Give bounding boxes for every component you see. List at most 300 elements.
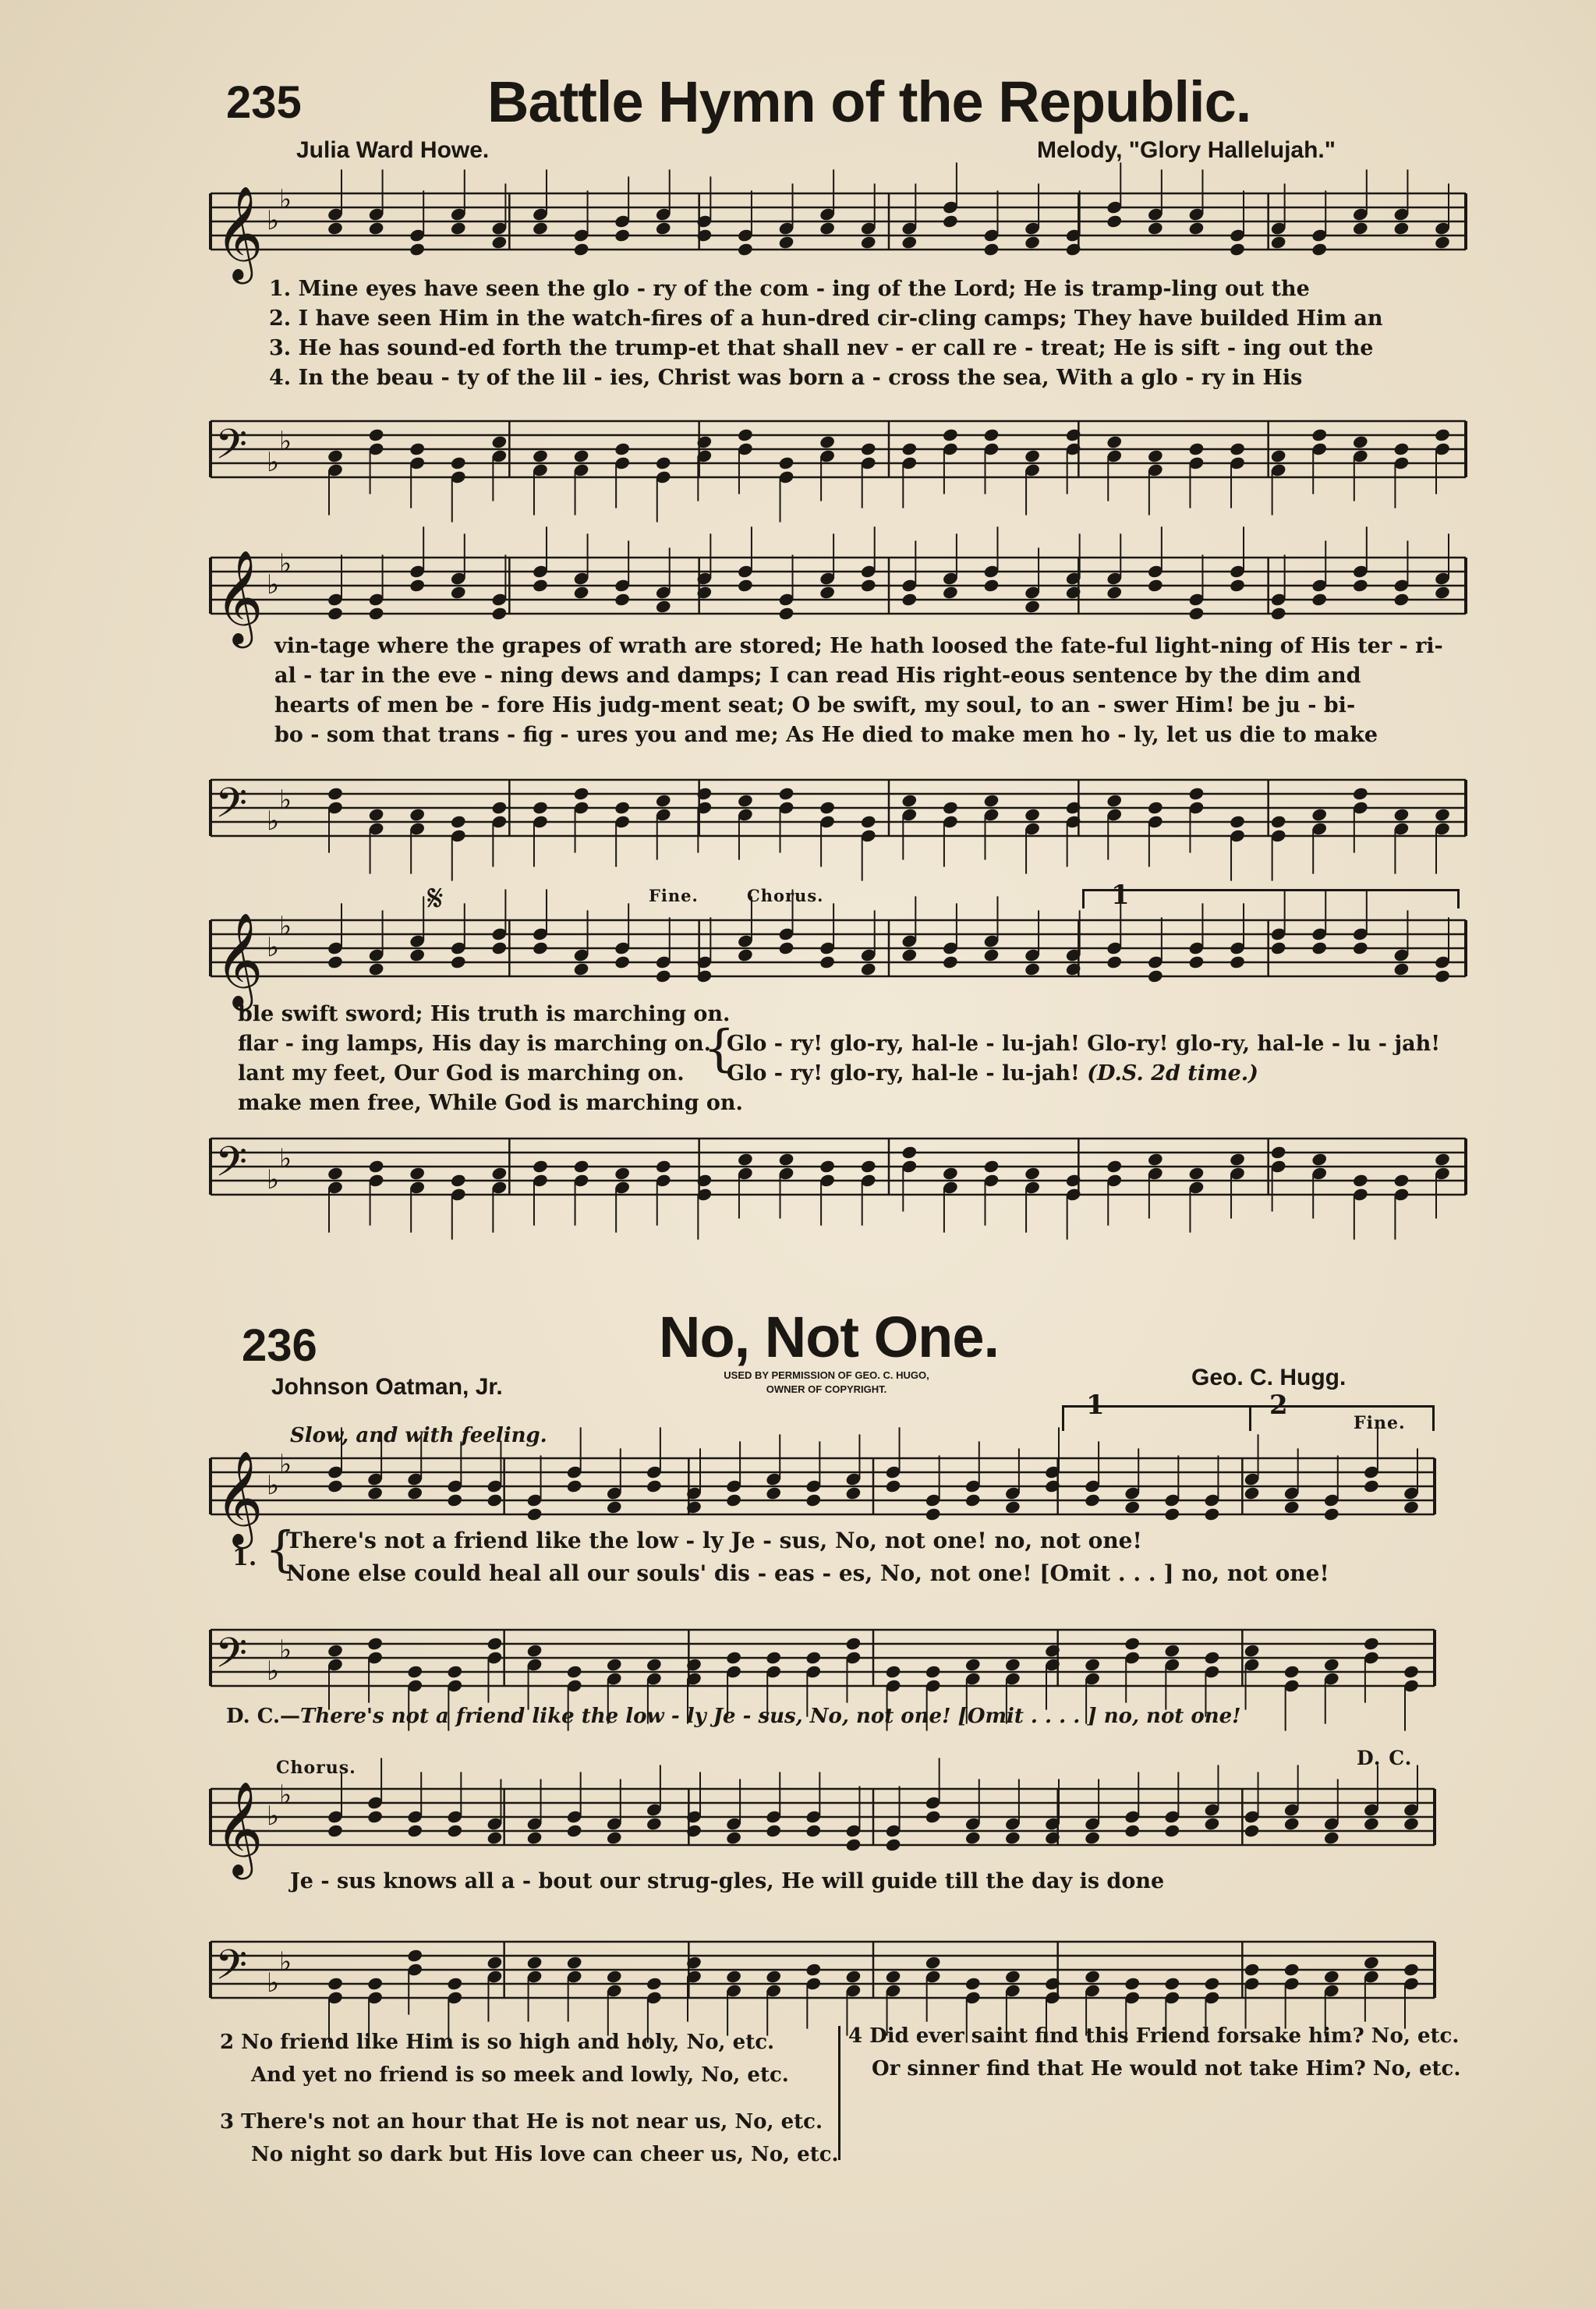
note-head	[737, 793, 754, 808]
note-head	[327, 786, 344, 801]
note-head	[327, 1479, 344, 1493]
fine-marking: Fine.	[1354, 1413, 1406, 1433]
note-head	[1403, 1664, 1420, 1679]
note-head	[1188, 786, 1205, 801]
chorus-marking: Chorus.	[747, 886, 824, 905]
note-head	[1352, 221, 1369, 236]
note-head	[1188, 606, 1205, 621]
note-head	[819, 800, 836, 815]
note-head	[860, 814, 877, 829]
note-head	[1106, 954, 1123, 969]
note-head	[860, 961, 877, 976]
note-head	[1204, 1650, 1221, 1665]
note-head	[901, 441, 918, 456]
note-head	[737, 242, 754, 257]
note-head	[368, 606, 385, 621]
note-head	[614, 441, 631, 456]
note-head	[1124, 1500, 1141, 1514]
note-head	[566, 1664, 583, 1679]
treble-clef-icon: 𝄞	[215, 912, 264, 1007]
treble-clef-icon: 𝄞	[215, 185, 264, 280]
note-head	[409, 947, 426, 962]
note-head	[1106, 214, 1123, 228]
note-head	[1311, 807, 1328, 822]
hymn-235-system-1-treble-staff	[211, 178, 1466, 279]
note-head	[409, 1166, 426, 1181]
note-head	[327, 954, 344, 969]
note-head	[327, 221, 344, 236]
flat-icon: ♭	[279, 1143, 292, 1174]
note-head	[1270, 235, 1287, 250]
note-head	[1393, 592, 1410, 607]
note-head	[450, 221, 467, 236]
note-head	[1311, 940, 1328, 955]
note-head	[1147, 800, 1164, 815]
note-head	[1188, 221, 1205, 236]
note-head	[532, 940, 549, 955]
note-head	[446, 1493, 463, 1507]
note-head	[942, 214, 959, 228]
note-head	[1270, 1145, 1287, 1160]
lyric-line: Glo - ry! glo-ry, hal-le - lu-jah! Glo-ry! glo-ry, hal-le - lu - jah!	[727, 1032, 1441, 1056]
note-head	[925, 1664, 942, 1679]
lyric-line: vin-tage where the grapes of wrath are stored; He hath loosed the fate-ful light-ning of His ter - ri-	[274, 634, 1443, 658]
note-head	[885, 1969, 902, 1984]
hymn-235-chorus-lyrics	[727, 1029, 1440, 1089]
note-head	[964, 1976, 982, 1991]
flat-icon: ♭	[267, 205, 280, 236]
lyric-line: Glo - ry! glo-ry, hal-le - lu-jah! (D.S. 2d time.)	[727, 1061, 1258, 1085]
note-head	[925, 1507, 942, 1521]
note-head	[1283, 1816, 1301, 1831]
note-head	[942, 800, 959, 815]
note-head	[1229, 441, 1246, 456]
dc-marking: D. C.	[1357, 1747, 1413, 1769]
note-head	[1147, 578, 1164, 593]
note-head	[1434, 585, 1451, 600]
flat-icon: ♭	[279, 1946, 292, 1978]
bass-clef-icon: 𝄢	[215, 780, 248, 838]
note-head	[526, 1507, 543, 1521]
note-head	[925, 1809, 942, 1824]
flat-icon: ♭	[267, 1967, 280, 1999]
note-head	[366, 1976, 384, 1991]
note-head	[819, 585, 836, 600]
note-head	[491, 1166, 508, 1181]
note-head	[885, 1479, 902, 1493]
note-head	[487, 1955, 504, 1970]
note-head	[406, 1823, 423, 1838]
note-head	[1363, 1479, 1380, 1493]
note-head	[487, 1636, 504, 1651]
note-head	[327, 1823, 344, 1838]
note-head	[1352, 786, 1369, 801]
bass-clef-icon: 𝄢	[215, 1139, 248, 1196]
note-head	[1229, 954, 1246, 969]
note-head	[406, 1948, 423, 1963]
hymn-235-melody: Melody, "Glory Hallelujah."	[1037, 137, 1336, 163]
note-head	[1403, 1962, 1420, 1977]
note-head	[860, 1159, 877, 1174]
note-head	[901, 592, 918, 607]
note-head	[573, 585, 590, 600]
note-head	[1403, 1500, 1420, 1514]
note-head	[491, 800, 508, 815]
note-head	[566, 1955, 583, 1970]
note-head	[885, 1664, 902, 1679]
flat-icon: ♭	[279, 184, 292, 215]
note-head	[614, 1166, 631, 1181]
note-head	[1244, 1823, 1261, 1838]
note-head	[655, 599, 672, 614]
note-head	[450, 455, 467, 470]
note-head	[1270, 814, 1287, 829]
hymn-235-system-3-lyrics	[238, 1000, 743, 1118]
note-head	[1163, 1976, 1180, 1991]
note-head	[368, 427, 385, 442]
note-head	[450, 814, 467, 829]
first-ending-number: 1	[1111, 880, 1131, 911]
flat-icon: ♭	[279, 784, 292, 816]
stanza-divider	[838, 2026, 840, 2160]
flat-icon: ♭	[279, 1449, 292, 1480]
flat-icon: ♭	[267, 447, 280, 478]
note-head	[368, 221, 385, 236]
note-head	[1311, 1152, 1328, 1167]
note-head	[1244, 1486, 1261, 1500]
lyric-line: flar - ing lamps, His day is marching on.	[238, 1032, 711, 1056]
flat-icon: ♭	[267, 1656, 280, 1687]
note-head	[1163, 1823, 1180, 1838]
note-head	[566, 1479, 583, 1493]
note-head	[409, 441, 426, 456]
note-head	[1188, 1166, 1205, 1181]
note-head	[1024, 448, 1041, 463]
note-head	[409, 242, 426, 257]
note-head	[655, 455, 672, 470]
note-head	[925, 1955, 942, 1970]
note-head	[366, 1636, 384, 1651]
flat-icon: ♭	[279, 911, 292, 942]
note-head	[1403, 1816, 1420, 1831]
bass-clef-icon: 𝄢	[215, 1630, 248, 1687]
note-head	[573, 961, 590, 976]
note-head	[805, 1962, 822, 1977]
note-head	[1270, 606, 1287, 621]
note-head	[606, 1500, 623, 1514]
note-head	[942, 1166, 959, 1181]
note-head	[526, 1830, 543, 1845]
note-head	[983, 793, 1000, 808]
note-head	[1283, 1500, 1301, 1514]
note-head	[860, 441, 877, 456]
segno-icon: 𝄋	[427, 876, 444, 920]
note-head	[964, 1657, 982, 1672]
hymn-236-system-2-bass-staff	[211, 1926, 1435, 2027]
note-head	[725, 1969, 742, 1984]
note-head	[1244, 1962, 1261, 1977]
note-head	[983, 1159, 1000, 1174]
lyric-line: 2. I have seen Him in the watch-fires of a hun-dred cir-cling camps; They have builded Him an	[269, 306, 1383, 331]
note-head	[725, 1493, 742, 1507]
note-head	[446, 1664, 463, 1679]
hymn-236-system-2-treble-staff	[211, 1773, 1435, 1875]
note-head	[1393, 961, 1410, 976]
note-head	[819, 954, 836, 969]
note-head	[1270, 940, 1287, 955]
hymn-236-number: 236	[242, 1320, 317, 1371]
note-head	[1084, 1830, 1101, 1845]
hymn-235-number: 235	[226, 77, 302, 128]
note-head	[1323, 1507, 1340, 1521]
note-head	[491, 235, 508, 250]
note-head	[845, 1636, 862, 1651]
note-head	[655, 1159, 672, 1174]
note-head	[1163, 1643, 1180, 1658]
note-head	[450, 1173, 467, 1188]
note-head	[1229, 814, 1246, 829]
flat-icon: ♭	[267, 932, 280, 963]
note-head	[1004, 1500, 1021, 1514]
note-head	[1204, 1976, 1221, 1991]
note-head	[655, 221, 672, 236]
note-head	[573, 242, 590, 257]
lyric-line: 4. In the beau - ty of the lil - ies, Christ was born a - cross the sea, With a glo - ry in His	[269, 366, 1303, 390]
note-head	[450, 954, 467, 969]
note-head	[655, 969, 672, 983]
note-head	[1434, 427, 1451, 442]
hymn-235-system-1-bass-staff	[211, 405, 1466, 507]
flat-icon: ♭	[279, 1634, 292, 1666]
note-head	[1229, 1152, 1246, 1167]
note-head	[725, 1650, 742, 1665]
note-head	[1244, 1643, 1261, 1658]
note-head	[983, 242, 1000, 257]
lyric-line: hearts of men be - fore His judg-ment seat; O be swift, my soul, to an - swer Him! be ju - bi-	[274, 693, 1356, 717]
note-head	[1004, 1830, 1021, 1845]
note-head	[614, 228, 631, 243]
note-head	[901, 1145, 918, 1160]
note-head	[409, 807, 426, 822]
note-head	[1434, 969, 1451, 983]
note-head	[901, 793, 918, 808]
hymn-236-author: Johnson Oatman, Jr.	[271, 1374, 503, 1400]
fine-marking: Fine.	[649, 886, 699, 905]
note-head	[983, 427, 1000, 442]
tempo-marking: Slow, and with feeling.	[290, 1424, 547, 1447]
note-head	[646, 1479, 663, 1493]
note-head	[1147, 448, 1164, 463]
note-head	[1270, 448, 1287, 463]
note-head	[737, 947, 754, 962]
hymn-235-title: Battle Hymn of the Republic.	[487, 69, 1251, 134]
hymn-235-author: Julia Ward Howe.	[296, 137, 490, 163]
hymn-235-system-1-lyrics	[269, 274, 1383, 393]
note-head	[606, 1969, 623, 1984]
note-head	[942, 427, 959, 442]
note-head	[532, 800, 549, 815]
note-head	[737, 578, 754, 593]
note-head	[566, 1823, 583, 1838]
note-head	[327, 1976, 344, 1991]
note-head	[655, 793, 672, 808]
stanza-2: 2 No friend like Him is so high and holy, No, etc. And yet no friend is so meek and lowly, No, etc.	[220, 2031, 789, 2087]
lyric-line: There's not a friend like the low - ly Je - sus, No, not one! no, not one!	[286, 1528, 1142, 1553]
note-head	[819, 1159, 836, 1174]
note-head	[368, 961, 385, 976]
note-head	[778, 1152, 795, 1167]
note-head	[1024, 599, 1041, 614]
chorus-marking: Chorus.	[276, 1758, 356, 1778]
note-head	[1363, 1816, 1380, 1831]
note-head	[1147, 1152, 1164, 1167]
flat-icon: ♭	[279, 548, 292, 579]
note-head	[532, 221, 549, 236]
hymn-235-system-2-treble-staff	[211, 542, 1466, 643]
note-head	[778, 940, 795, 955]
hymn-236-composer: Geo. C. Hugg.	[1191, 1365, 1347, 1390]
dc-lyrics: D. C.—There's not a friend like the low - ly Je - sus, No, not one! [Omit . . . . ] no, not one!	[226, 1705, 1241, 1728]
note-head	[1323, 1830, 1340, 1845]
note-head	[1229, 242, 1246, 257]
note-head	[1323, 1657, 1340, 1672]
note-head	[1024, 807, 1041, 822]
note-head	[366, 1486, 384, 1500]
treble-clef-icon: 𝄞	[215, 1780, 264, 1875]
flat-icon: ♭	[267, 1164, 280, 1195]
note-head	[1124, 1823, 1141, 1838]
note-head	[406, 1486, 423, 1500]
note-head	[1352, 578, 1369, 593]
note-head	[885, 1837, 902, 1852]
note-head	[1024, 1166, 1041, 1181]
flat-icon: ♭	[279, 1780, 292, 1811]
note-head	[765, 1486, 782, 1500]
note-head	[901, 947, 918, 962]
note-head	[1163, 1507, 1180, 1521]
note-head	[1147, 969, 1164, 983]
note-head	[778, 455, 795, 470]
verse-brace: {	[265, 1521, 296, 1578]
bass-clef-icon: 𝄢	[215, 421, 248, 479]
note-head	[1084, 1969, 1101, 1984]
note-head	[1323, 1969, 1340, 1984]
note-head	[778, 606, 795, 621]
note-head	[901, 235, 918, 250]
note-head	[983, 578, 1000, 593]
lyric-line: ble swift sword; His truth is marching on.	[238, 1002, 731, 1026]
note-head	[964, 1493, 982, 1507]
lyric-line: 3. He has sound-ed forth the trump-et that shall nev - er call re - treat; He is sift - ing out the	[269, 336, 1374, 360]
note-head	[526, 1643, 543, 1658]
note-head	[860, 235, 877, 250]
note-head	[805, 1823, 822, 1838]
note-head	[491, 606, 508, 621]
note-head	[1352, 434, 1369, 449]
first-ending-number: 1	[1086, 1390, 1106, 1421]
hymn-236-chorus-lyrics: Je - sus knows all a - bout our strug-gles, He will guide till the day is done	[290, 1869, 1165, 1893]
note-head	[765, 1650, 782, 1665]
note-head	[1434, 1152, 1451, 1167]
bass-clef-icon: 𝄢	[215, 1942, 248, 1999]
note-head	[532, 448, 549, 463]
note-head	[446, 1823, 463, 1838]
note-head	[819, 221, 836, 236]
note-head	[1434, 235, 1451, 250]
note-head	[983, 947, 1000, 962]
note-head	[805, 1650, 822, 1665]
lyric-line: al - tar in the eve - ning dews and damps; I can read His right-eous sentence by the dim and	[274, 664, 1361, 688]
hymn-235-system-2-bass-staff	[211, 764, 1466, 866]
note-head	[450, 585, 467, 600]
note-head	[1393, 1173, 1410, 1188]
note-head	[406, 1664, 423, 1679]
note-head	[1106, 434, 1123, 449]
note-head	[614, 800, 631, 815]
note-head	[1124, 1976, 1141, 1991]
hymn-235-system-3-bass-staff	[211, 1123, 1466, 1224]
treble-clef-icon: 𝄞	[215, 549, 264, 644]
note-head	[1024, 235, 1041, 250]
note-head	[573, 786, 590, 801]
verse-number: 1.	[232, 1544, 257, 1571]
note-head	[573, 1159, 590, 1174]
note-head	[368, 1159, 385, 1174]
note-head	[1311, 592, 1328, 607]
flat-icon: ♭	[267, 806, 280, 837]
note-head	[860, 578, 877, 593]
note-head	[532, 1159, 549, 1174]
flat-icon: ♭	[267, 1470, 280, 1501]
note-head	[1393, 441, 1410, 456]
note-head	[487, 1493, 504, 1507]
flat-icon: ♭	[267, 569, 280, 600]
note-head	[1188, 441, 1205, 456]
note-head	[1024, 961, 1041, 976]
note-head	[487, 1830, 504, 1845]
lyric-line: None else could heal all our souls' dis - eas - es, No, not one! [Omit . . . ] no, not one!	[286, 1560, 1329, 1586]
note-head	[845, 1837, 862, 1852]
hymn-236-system-1-lyrics	[286, 1525, 1329, 1590]
note-head	[1147, 221, 1164, 236]
hymn-236-title: No, Not One.	[659, 1305, 1000, 1369]
note-head	[646, 1657, 663, 1672]
note-head	[845, 1486, 862, 1500]
note-head	[1283, 1664, 1301, 1679]
note-head	[778, 786, 795, 801]
lyric-line: 1. Mine eyes have seen the glo - ry of the com - ing of the Lord; He is tramp-ling out the	[269, 277, 1310, 301]
note-head	[1393, 221, 1410, 236]
stanza-4: 4 Did ever saint find this Friend forsake him? No, etc. Or sinner find that He would not take Him? No, etc.	[848, 2024, 1461, 2081]
note-head	[1106, 585, 1123, 600]
note-head	[1106, 793, 1123, 808]
flat-icon: ♭	[267, 1801, 280, 1832]
note-head	[942, 585, 959, 600]
treble-clef-icon: 𝄞	[215, 1450, 264, 1545]
note-head	[1204, 1507, 1221, 1521]
note-head	[1363, 1955, 1380, 1970]
note-head	[765, 1823, 782, 1838]
note-head	[327, 448, 344, 463]
note-head	[491, 434, 508, 449]
second-ending-number: 2	[1269, 1390, 1289, 1421]
note-head	[1363, 1636, 1380, 1651]
note-head	[526, 1955, 543, 1970]
note-head	[573, 448, 590, 463]
note-head	[1188, 954, 1205, 969]
hymn-236-system-1-bass-staff	[211, 1614, 1435, 1716]
note-head	[1084, 1657, 1101, 1672]
